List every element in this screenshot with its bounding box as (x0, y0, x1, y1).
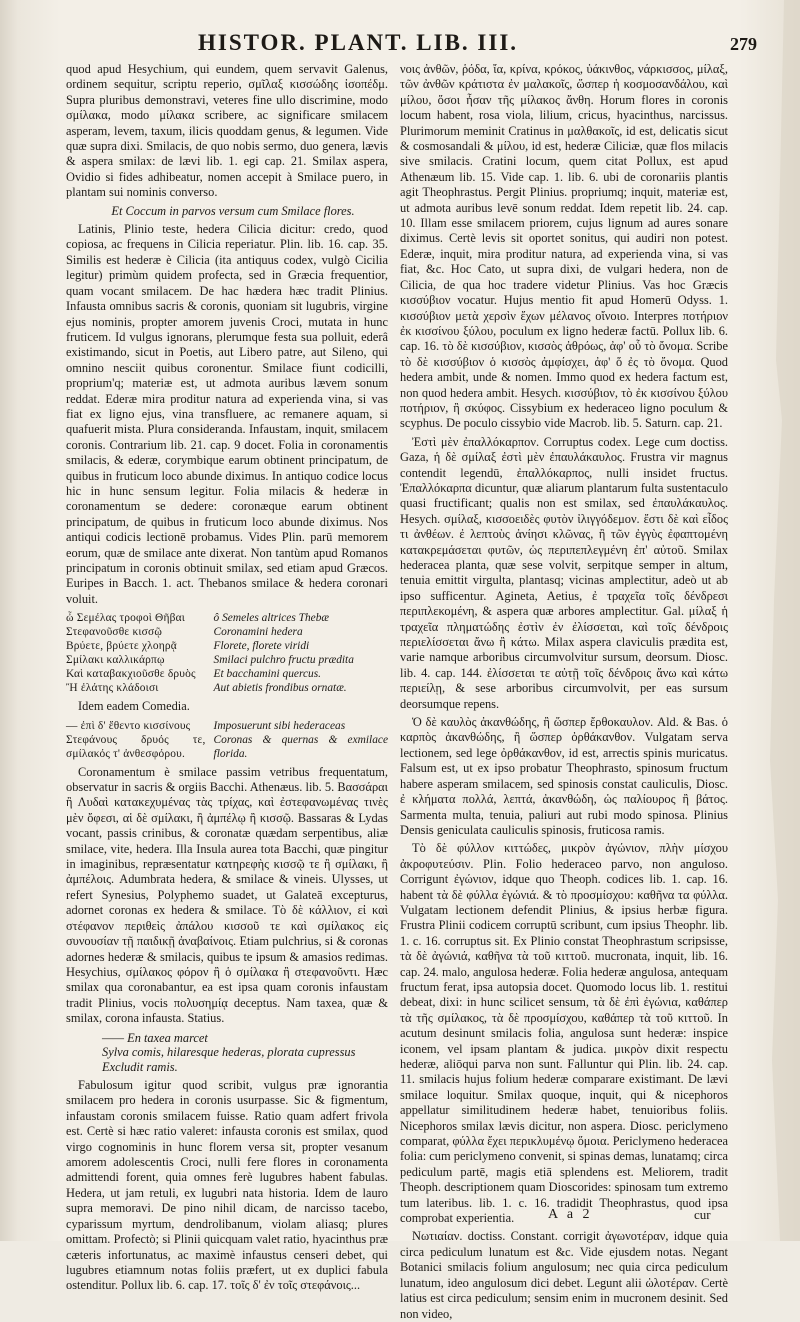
right-paragraph-2: Ἐστὶ μὲν ἐπαλλόκαρπον. Corruptus codex. Lege cum doctiss. Gaza, ἡ δὲ σμίλαξ ἐστὶ μὲν ἐπαυλάκαυλος. Frustra vir magnus contendit legendū, ἐπαλλόκαρπος, nulli insidet fructus. Ἐπαλλόκαρπα dicuntur, quæ aliarum plantarum fulta sustentaculo quasi fructificant; qualis non est smilax, sed ἐπαυλάκαυλος. Hesych. σμίλαξ, κισσοειδὲς φυτὸν ἰλιγγόδεμον. ἔστι δὲ καὶ εἶδος τι ἀνθέων. ἐ λεπτοὺς ἀνίησι κλῶνας, ἢ τῶν ἐγγὺς ἐφαπτομένη κατακρεμάσεται φυτῶν, ὡς περιπεπλεγμένη ἐπ' αὐτοῦ. Smilax hederacea planta, quæ sese volvit, serpitque semper in altum, tenuia emittit virgulta, plantasq; vicinas amplectitur, adeò ut ab ipso sufficentur. Agineta, Aetius, ἐ τραχεῖα τοῖς δένδρεσι περιπλεκομένη, & aspera quæ arbores amplectitur. Gal. μίλαξ ἡ τραχεῖα πληματώδης ἐστὶν ἐν ἐλίσσεται, καὶ τοῖς δένδροις περιελίσσεται ἄνω ἢ κάτω. Milax aspera claviculis prædita est, varie namque arboribus circumvolvitur sursum, deorsum. Diosc. lib. 4. cap. 144. ἐλίσσεται τε αὐτῇ τοῖς δένδροις ἄνω καὶ κάτω περιείλῃ, & sese arboribus circumvolvit, per eas sursum deorsumque repens. (400, 434, 728, 711)
poem-line: —— En taxea marcet (102, 1030, 208, 1045)
latin-line: Imposuerunt sibi hederaceas (213, 719, 346, 732)
signature-mark: A a 2 (548, 1207, 593, 1222)
greek-line: Στεφάνους δρυός τε, σμίλακός τ' ἀνθεσφόρου. (66, 733, 206, 760)
latin-line: Florete, florete viridi (213, 640, 310, 653)
latin-line: Et bacchamini quercus. (213, 668, 321, 681)
greek-line: — ἐπὶ δ' ἔθεντο κισσίνους (66, 719, 191, 732)
greek-line: Καὶ καταβακχιοῦσθε δρυὸς (66, 668, 196, 681)
right-paragraph-1: νοις ἀνθῶν, ῥόδα, ἴα, κρίνα, κρόκος, ὑάκινθος, νάρκισσος, μίλαξ, τῶν ἀνθῶν κράτιστα ἐν μαλακοῖς, ὥσπερ ἡ κοσμοσανδάλου, καὶ μίλου, ὅσοι ἦσαν τῆς μίλακος ἄνθη. Horum flores in coronis locum habent, rosa viola, lilium, cricus, hyacinthus, narcissus. Plurimorum meminit Cratinus in μαλθακοῖς, id est, delicatis sicut & cosmosandali & μίλου, id est, hederæ Ciliciæ, quæ flos milacis sive smilacis. Cratini locum, quem citat Pollux, est apud Athenæum lib. 15. Vide cap. 1. lib. 6. ubi de coronariis plantis agit Theophrastus. Pergit Plinius. propriumq; inquit, materiæ est, ut admota auribus levē sonum reddat. Idem repetit lib. 24. cap. 10. Illam esse smilacem priorem, cujus lignum ad aures sonare diximus. Certè levis sit oportet sonitus, qui audiri non potest. Ederæ, inquit, mira proditur natura, ad experienda vina, si vas fiat, &c. Hoc Cato, ut supra dixi, de vulgari hedera, non de Cilicia, de qua hoc tradere videtur Plinius. Vas hoc Græcis κισσύβιον vocatur. Hujus mentio fit apud Homerū Odyss. 1. κισσύβιον μετὰ χερσὶν ἔχων μέλανος οἴνοιο. Interpres ποτήριον ἐκ κισσίνου ξύλου, poculum ex ligno hederæ factū. Pollux lib. 6. cap. 16. τὸ δὲ κισσύβιον, κισσὸς ἀθρόως, ἀφ' οὗ τὸ ὄνομα. Scribe τὸ δὲ κισσύβιον ὁ κισσὸς ἀμφίσχει, ἀφ' ὅ ἐς τὸ ὄνομα. Quod hedera ambit, unde & nomen. Immo quod ex hedera factum est, non quod hedera ambit. Hesych. κισσύβιον, τὸ ἐκ κισσίνου ξύλου ποτήριον, ἢ σκύφος. Cissybium ex hederaceo ligno poculum & scyphus. De poculo cissybio vide Macrob. lib. 5. Saturn. cap. 21. (400, 62, 728, 431)
greek-line: Σμίλακι καλλικάρπῳ (66, 654, 165, 667)
latin-line: Aut abietis frondibus ornatæ. (213, 682, 347, 695)
comedy-subheading: Idem eadem Comedia. (78, 699, 190, 714)
comedy-verse (66, 719, 388, 761)
verse-heading: Et Coccum in parvos versum cum Smilace flores. (111, 203, 355, 218)
right-paragraph-4: Τὸ δὲ φύλλον κιττώδες, μικρὸν ἀγώνιον, πλὴν μίσχου ἀκροφυτεύσιν. Plin. Folio hederaceo parvo, non anguloso. Corrigunt ἐγώνιον, idque quo Theoph. codices lib. 1. cap. 16. habent τὰ δὲ φύλλα ἐγώνιά. & τὸ προσμίσχου: καθῆνα τα φύλλα. Vulgatam lectionem defendit Plinius, & ipsius herbæ figura. Frustra Plinii codicem corruptū scribunt, cum ipsius Theophr. lib. 1. c. 16. corruptus sit. Ex Plinio constat Theophrastum scripsisse, τὰ δὲ ἀγώνιά, καθῆνα τὰ τοῦ κιττοῦ. mucronata, inquit, lib. 16. cap. 24. malo, angulosa hederæ. Folia hederæ angulosa, antequam fructum ferat, ipsa autopsia docet. Quomodo locus lib. 1. restitui debeat, dixi: in hunc scilicet sensum, τὰ δὲ ἐπὶ ἐγώνια, καθάπερ τὰ τῆς σμίλακος, τὰ δὲ προσμίσχου, καθάπερ τὰ τοῦ κιττοῦ. In acutum desinunt smilacis folia, angulosa sunt hederæ: inspice iconem, vel ipsam plantam & judica. μικρὸν dixit respectu hederæ, aliōqui parva non sunt. Falluntur qui Plin. lib. 24. cap. 11. smilacis hujus folium hederæ comparare existimant. De lævi smilace loquitur. Smilax quoque, inquit, qui & nicephoros appellatur similitudinem hederæ habet, tenuioribus foliis. Nicephoros smilax lævis dicitur, non aspera. Diosc. periclymeno comparat, φύλλα ἔχει περικλυμένῳ ὅμοια. Periclymeno hederacea folia: cum periclymeno convenit, si spinas demas, lunatamq; circa pediculum partē, magis etiā splendens est. Meliorem, tradit Theoph. descriptionem quam Dioscorides: spinosam tum extremo tum lateribus. lib. 1. c. 16. tradidit Theophrastus, quod ipsa comprobat experientia. (400, 841, 728, 1226)
greek-line: ὦ Σεμέλας τροφοὶ Θῆβαι (66, 612, 186, 625)
right-paragraph-5: Νωτιαίαν. doctiss. Constant. corrigit ἀγωνοτέραν, idque quia circa pediculum lunatum est &c. Vide ejusdem notas. Negant Botanici smilacis folium angulosum; nec quia circa pediculum lunatum, ideo angulosum dici debet. Legunt alii ὠλοτέραν. Certè latius est circa pediculum; sensim enim in mucronem desinit. Sed non video, (400, 1229, 728, 1321)
greek-line: Στεφανοῦσθε κισσῷ (66, 626, 163, 639)
poem-line: Sylva comis, hilaresque hederas, plorata cupressus (102, 1045, 356, 1060)
left-paragraph-4: Fabulosum igitur quod scribit, vulgus præ ignorantia smilacem pro hedera in coronis usurpasse. Sic & figmentum, infaustam coronis smilacem fuisse. Ratio quam adfert frivola est. Certè si hæc ratio valeret: infausta coronis est smilax, quod virgo cognominis in hunc florem versa sit, propter vesanum amorem adolescentis Croci, nulli fere flores in coronamenta admittendi forent, quia omnes ferè lugubres habent fabulas. Hedera, ut jam retuli, ex lugubri nata historia. Idem de lauro supra memoravi. De pino nihil dicam, de narcisso tacebo, cyparissum myrtum, dendrolibanum, violam aliasq; plures omittam. Profectò; si Plinii quicquam valet ratio, hyacinthus præ cæteris infortunatus, ac maximè infaustus censeri debet, qui lugubres etiamnum notas foliis præfert, ut ex duplici fabula ostenditur. Pollux lib. 6. cap. 17. τοῖς δ' ἐν τοῖς στεφάνοις... (66, 1078, 388, 1293)
left-paragraph-3: Coronamentum è smilace passim vetribus frequentatum, observatur in sacris & orgiis Bacchi. Athenæus. lib. 5. Βασσάραι ἢ Λυδαὶ κατακεχυμένας τὰς τρίχας, καὶ ἐστεφανωμένας τινὲς μὲν ὄφεσι, αἱ δὲ σμίλακι, ἢ ἀμπέλῳ ἢ κισσῷ. Bassaras & Lydas vocant, passis crinibus, & coronatæ quædam serpentibus, aliæ smilace, vite, hedera. Illa Insula aurea tota Bacchi, quæ pingitur in imaginibus, repræsentatur κατηρεφὴς κισσῷ τε ἢ σμίλακι, ἢ ἀμπέλοις. Adumbrata hedera, & smilace & vineis. Ulysses, ut refert Synesius, Polyphemo suadet, ut Galateā excepturus, adornet coronas ex hedera & smilace. Τὸ δὲ κάλλιον, εἰ καὶ στέφανον περιθεὶς ἀπάλου κισσοῦ τε καὶ σμίλακος εἰς συνουσίαν τῇ παιδικῇ ἀναβαίνοις. Etiam pulchrius, si & coronas adornes hederæ & smilacis, quibus te ipsum & amasios redimas. Hesychius, σμίλακος φόρον ἢ ὁ σμίλακα ἢ στεφανοῦντι. Hæc smilax qua coronabantur, ea est ipsa quam coronis infaustam tradit Plinius, vocis πολυσημίᾳ deceptus. Nam taxea, quæ & smilax, corona infausta. Statius. (66, 764, 388, 1026)
page-number: 279 (730, 34, 757, 54)
greek-line: Ἢ ἐλάτης κλάδοισι (66, 682, 159, 695)
latin-line: ô Semeles altrices Thebæ (213, 612, 330, 625)
euripides-verse (66, 611, 388, 695)
poem-line: Excludit ramis. (102, 1059, 178, 1074)
statius-quote (66, 1031, 388, 1075)
latin-line: Coronas & quernas & exmilace florida. (213, 733, 388, 760)
catchword: cur (694, 1207, 711, 1222)
greek-line: Βρύετε, βρύετε χλοηρᾷ (66, 640, 177, 653)
latin-line: Coronamini hedera (213, 626, 303, 639)
latin-line: Smilaci pulchro fructu prædita (213, 654, 354, 667)
left-paragraph-2: Latinis, Plinio teste, hedera Cilicia dicitur: credo, quod copiosa, ac frequens in Cilicia reperiatur. Plin. lib. 16. cap. 35. Similis est hederæ è Cilicia (ita antiquus codex, vulgò Cicilia legitur) primùm quidem profecta, sed in Græcia frequentior, quam vocant smilacem. De hac hædera hæc tradit Plinius. Infausta omnibus sacris & coronis, quoniam sit lugubris, virgine ejus nominis, propter amorem juvenis Croci, mutata in hunc fruticem. Id vulgus ignorans, plerumque festa sua polluit, ederâ existimando, sicut in Poetis, aut Libero patre, aut Sileno, qui omnino nesciit quibus coronentur. Smilace fiunt codicilli, proprium'q; materiæ est, ut admota auribus lævem sonum reddat. Ederæ mira proditur natura ad experienda vina, si vas fiat ex ligno ejus, vina transfluere, ac remanere aquam, si quafuerit mista. Plura consideranda. Infaustam, inquit, smilacem coronis. Contrarium lib. 21. cap. 9 docet. Folia in coronamentis smilacis, & ederæ, corymbique earum obtinent principatum, de quibus in fruticum loco abunde diximus. In antiquo codice locus hic in hunc sensum legitur. Folia milacis & hederæ in coronamentum se dedere: coronæque earum obtinent principatum, de quibus in fruticum loco abunde diximus. Nos antiqui codicis lectionē probamus. Vides Plin. parū memorem eorum, quæ de smilace ante dixerat. Non tantùm apud Romanos principatum in coronis obtinuit smilax, sed etiam apud Græcos. Euripes in Bacch. 1. act. Thebanos smilace & hedera coronari voluit. (66, 222, 388, 606)
left-paragraph-1: quod apud Hesychium, qui eundem, quem servavit Galenus, ordinem sequitur, scriptu reperio, σμῖλαξ κισσώδης ἰσοπέδμ. Supra pluribus demonstravi, veteres fine ullo discrimine, modo σμίλακα, modo μίλακα scribere, ac significare smilacem asperam, levem, taxum, ilicis quoddam genus, & legumen. Vide quæ supra dixi. Smilacis, de quo nobis sermo, duo genera, lævis & aspera smilax: de lævi lib. 1. egi cap. 21. Smilax aspera, Ovidio si fides adhibeatur, nomen accepit à Smilace puero, in plantam sui nominis converso. (66, 62, 388, 200)
right-paragraph-3: Ὁ δὲ καυλὸς ἀκανθώδης, ἢ ὥσπερ ἔρθοκαυλον. Ald. & Bas. ὁ καρπὸς ἀκανθώδης, ἢ ὥσπερ ὀρθάκανθον. Vulgatam serva lectionem, sed lege ὀρθάκανθον, id est, arrectis spinis muricatus. Falsum est, ut ex ipso probatur Theophrasto, spinosum fructum habere asperam smilacem, sed spinosis constat cauliculis, Diosc. ἐ κλήματα πολλά, λεπτά, ἀκανθώδη, ὡς παλίουρος ἢ βάτος. Sarmenta multa, tenuia, paliuri aut rubi modo spinosa. Plinius Densis geniculata cauliculis spinosis, fruticosa ramis. (400, 715, 728, 837)
running-head: HISTOR. PLANT. LIB. III. (198, 30, 519, 55)
left-column (66, 62, 388, 1293)
